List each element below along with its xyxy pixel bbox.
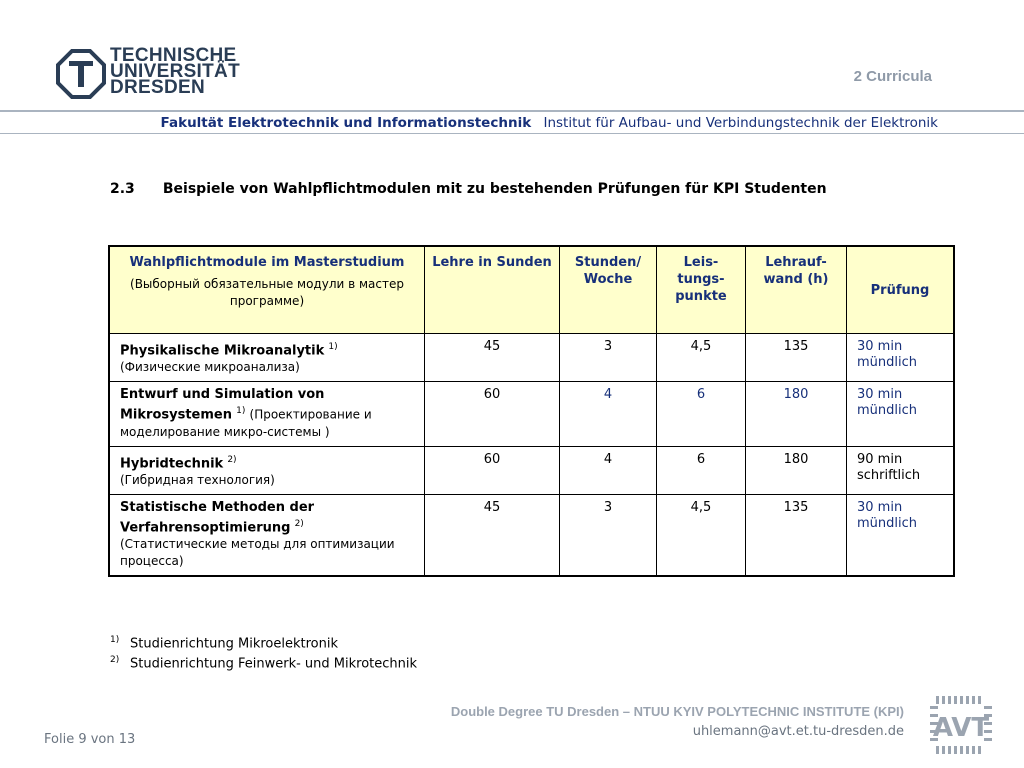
module-name-ru: (Физические микроанализа): [120, 360, 300, 375]
footnote-text: Studienrichtung Feinwerk- und Mikrotechnik: [130, 656, 418, 672]
footnote-mark: 1): [236, 406, 246, 417]
institute-name: Institut für Aufbau- und Verbindungstechnik der Elektronik: [543, 115, 938, 131]
module-cell: [109, 382, 425, 446]
stunden-cell: 4: [560, 382, 657, 446]
module-name-ru: (Статистические методы для оптимизации процесса): [120, 537, 395, 569]
lp-cell: 4,5: [657, 334, 746, 382]
footnote: [110, 652, 417, 672]
lp-cell: 6: [657, 446, 746, 494]
aufwand-cell: 180: [746, 446, 847, 494]
footer-email: uhlemann@avt.et.tu-dresden.de: [692, 724, 904, 739]
table-row: [109, 334, 954, 382]
module-name-ru: (Гибридная технология): [120, 472, 275, 487]
col-leistungspunkte: Leis-tungs-punkte: [657, 246, 746, 334]
pruefung-cell: 90 min schriftlich: [847, 446, 955, 494]
footnote-mark: 1): [328, 342, 338, 352]
aufwand-cell: 135: [746, 494, 847, 576]
faculty-name: Fakultät Elektrotechnik und Informationstechnik: [160, 115, 532, 131]
footnote-mark: 1): [110, 635, 120, 645]
stunden-cell: 3: [560, 494, 657, 576]
footnotes: [110, 632, 417, 673]
table-row: [109, 382, 954, 446]
header-rule-bottom: [0, 133, 1024, 134]
svg-text:AVT: AVT: [932, 713, 990, 743]
col-stunden: Stunden/ Woche: [560, 246, 657, 334]
table-row: [109, 494, 954, 576]
pruefung-cell: 30 min mündlich: [847, 382, 955, 446]
module-name: Entwurf und Simulation von Mikrosystemen: [120, 387, 325, 423]
module-cell: [109, 446, 425, 494]
lehre-cell: 60: [425, 382, 560, 446]
footnote-mark: 2): [294, 518, 304, 529]
col-module-label: Wahlpflichtmodule im Masterstudium: [129, 255, 405, 270]
module-name-ru: (Проектирование и моделирование микро-системы ): [120, 407, 372, 439]
pruefung-cell: 30 min mündlich: [847, 334, 955, 382]
col-module: [109, 246, 425, 334]
footer-title: Double Degree TU Dresden – NTUU KYIV POLYTECHNIC INSTITUTE (KPI): [450, 704, 904, 719]
section-number: 2.3: [110, 181, 135, 197]
faculty-bar: [0, 115, 938, 131]
module-name: Hybridtechnik: [120, 455, 224, 471]
module-cell: [109, 494, 425, 576]
slide-number: Folie 9 von 13: [44, 732, 136, 747]
footnote: [110, 632, 417, 652]
aufwand-cell: 135: [746, 334, 847, 382]
footnote-text: Studienrichtung Mikroelektronik: [130, 636, 338, 652]
module-name: Statistische Methoden der Verfahrensoptimierung: [120, 499, 315, 536]
university-name: TECHNISCHE UNIVERSITÄT DRESDEN: [110, 45, 240, 98]
lehre-cell: 45: [425, 494, 560, 576]
modules-table: [108, 245, 955, 577]
pruefung-cell: 30 min mündlich: [847, 494, 955, 576]
footnote-mark: 2): [110, 655, 120, 666]
header-rule: [0, 110, 1024, 112]
aufwand-cell: 180: [746, 382, 847, 446]
module-name: Physikalische Mikroanalytik: [120, 343, 325, 359]
col-pruefung: Prüfung: [847, 246, 955, 334]
footnote-mark: 2): [227, 454, 237, 465]
lp-cell: 6: [657, 382, 746, 446]
lehre-cell: 60: [425, 446, 560, 494]
col-module-label-ru: (Выборный обязательные модули в мастер программе): [130, 277, 404, 308]
stunden-cell: 4: [560, 446, 657, 494]
avt-logo-icon: [930, 696, 992, 754]
page-title: [110, 181, 827, 197]
lehre-cell: 45: [425, 334, 560, 382]
module-cell: [109, 334, 425, 382]
col-lehre: Lehre in Sunden: [425, 246, 560, 334]
table-row: [109, 446, 954, 494]
lp-cell: 4,5: [657, 494, 746, 576]
section-label: 2 Curricula: [853, 68, 932, 85]
section-title: Beispiele von Wahlpflichtmodulen mit zu bestehenden Prüfungen für KPI Studenten: [162, 181, 827, 197]
col-aufwand: Lehrauf-wand (h): [746, 246, 847, 334]
stunden-cell: 3: [560, 334, 657, 382]
table-header-row: [109, 246, 954, 334]
